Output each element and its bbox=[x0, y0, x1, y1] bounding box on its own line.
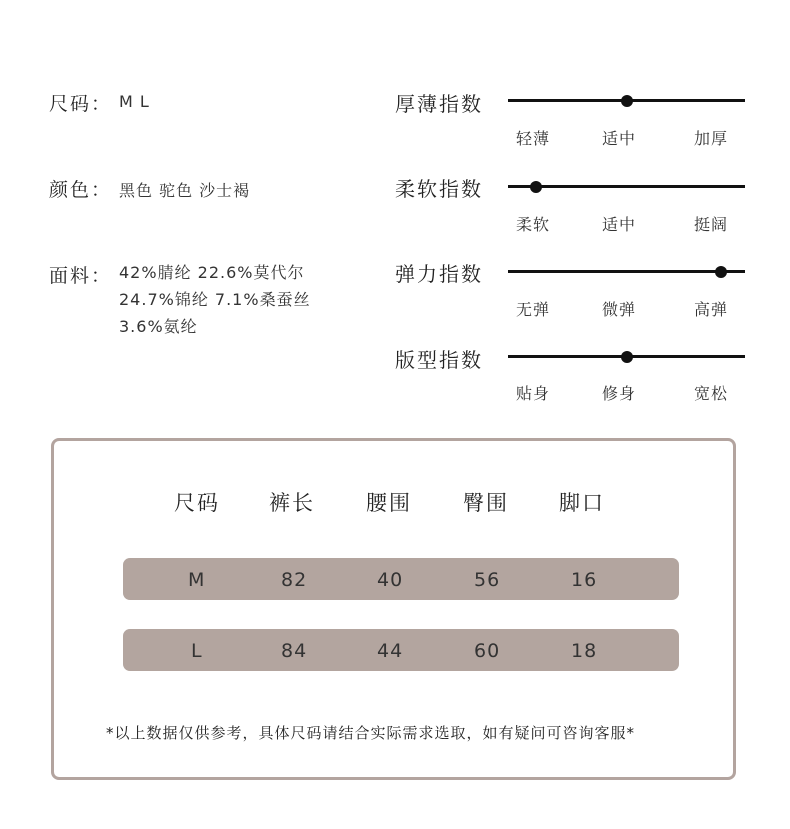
index-option: 贴身 bbox=[516, 384, 551, 403]
header-waist: 腰围 bbox=[366, 491, 412, 515]
material-line: 24.7%锦纶 7.1%桑蚕丝 bbox=[119, 290, 311, 309]
index-option: 适中 bbox=[602, 129, 637, 148]
index-marker bbox=[621, 95, 633, 107]
material-label: 面料： bbox=[49, 265, 113, 287]
index-option: 高弹 bbox=[694, 300, 729, 319]
index-title: 弹力指数 bbox=[395, 262, 483, 286]
header-hip: 臀围 bbox=[463, 491, 509, 515]
size-disclaimer: *以上数据仅供参考，具体尺码请结合实际需求选取，如有疑问可咨询客服* bbox=[106, 724, 636, 742]
index-option: 宽松 bbox=[694, 384, 729, 403]
index-marker bbox=[715, 266, 727, 278]
index-marker bbox=[530, 181, 542, 193]
cell-hip: 60 bbox=[474, 640, 501, 662]
size-label: 尺码： bbox=[49, 93, 113, 115]
header-length: 裤长 bbox=[269, 491, 315, 515]
cell-waist: 40 bbox=[377, 569, 404, 591]
index-option: 挺阔 bbox=[694, 215, 729, 234]
cell-hem: 16 bbox=[571, 569, 598, 591]
cell-size: L bbox=[191, 640, 203, 662]
index-option: 适中 bbox=[602, 215, 637, 234]
cell-length: 82 bbox=[281, 569, 308, 591]
index-marker bbox=[621, 351, 633, 363]
index-option: 无弹 bbox=[516, 300, 551, 319]
material-line: 42%腈纶 22.6%莫代尔 bbox=[119, 263, 305, 282]
index-track bbox=[508, 270, 745, 273]
material-line: 3.6%氨纶 bbox=[119, 317, 198, 336]
index-title: 版型指数 bbox=[395, 348, 483, 372]
cell-hem: 18 bbox=[571, 640, 598, 662]
header-hem: 脚口 bbox=[559, 491, 605, 515]
index-option: 柔软 bbox=[516, 215, 551, 234]
color-value: 黑色 驼色 沙士褐 bbox=[119, 181, 251, 200]
cell-waist: 44 bbox=[377, 640, 404, 662]
cell-hip: 56 bbox=[474, 569, 501, 591]
header-size: 尺码 bbox=[174, 491, 220, 515]
index-option: 加厚 bbox=[694, 129, 729, 148]
color-label: 颜色： bbox=[49, 179, 113, 201]
index-title: 厚薄指数 bbox=[395, 92, 483, 116]
size-value: M L bbox=[119, 92, 150, 111]
index-track bbox=[508, 185, 745, 188]
index-title: 柔软指数 bbox=[395, 177, 483, 201]
index-option: 修身 bbox=[602, 384, 637, 403]
cell-size: M bbox=[188, 569, 206, 591]
index-option: 微弹 bbox=[602, 300, 637, 319]
material-value bbox=[119, 259, 311, 340]
cell-length: 84 bbox=[281, 640, 308, 662]
index-option: 轻薄 bbox=[516, 129, 551, 148]
